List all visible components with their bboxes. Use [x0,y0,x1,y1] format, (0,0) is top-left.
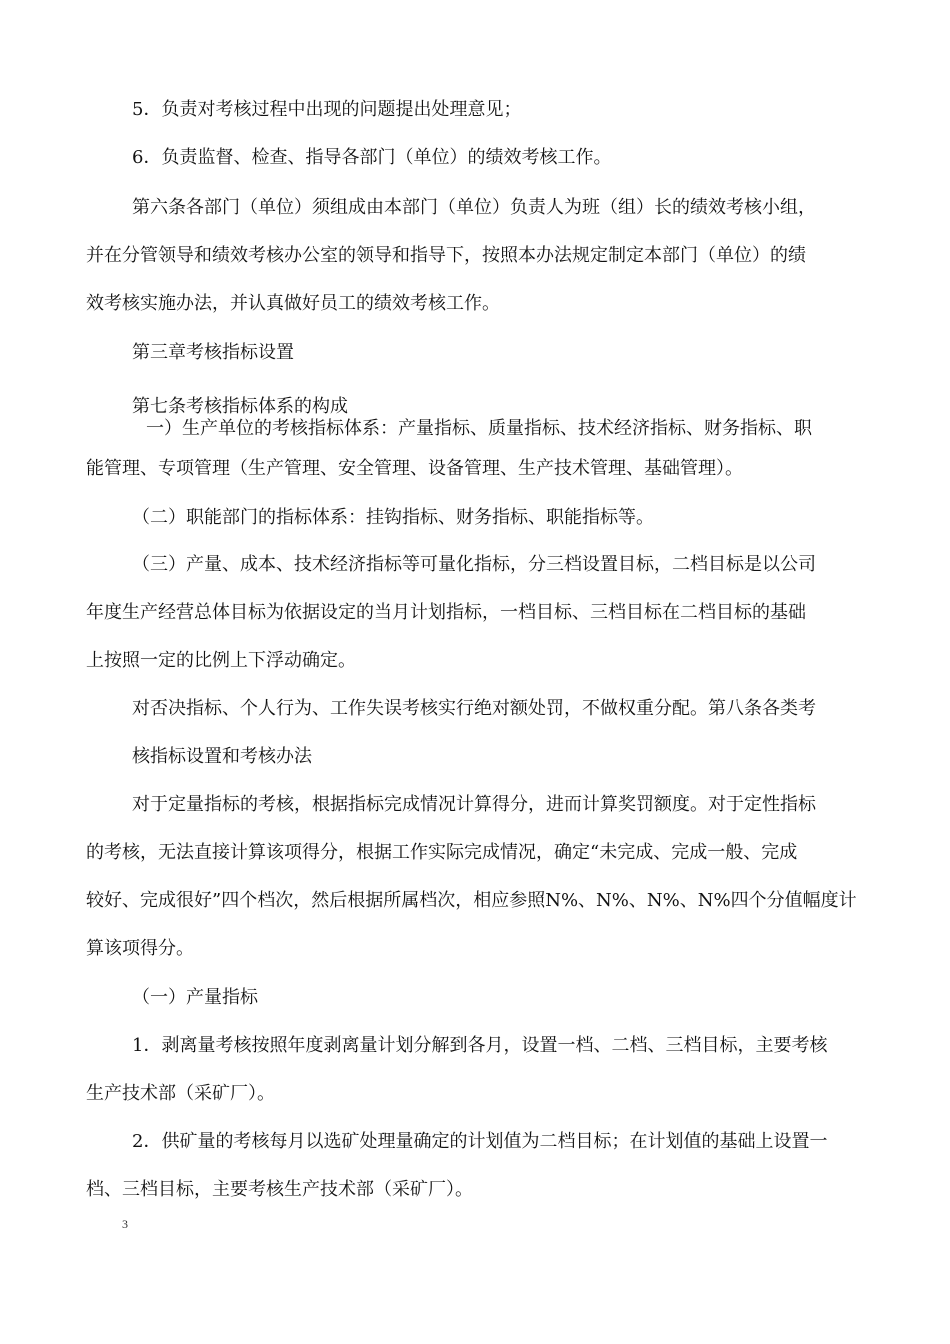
paragraph-line: 对否决指标、个人行为、工作失误考核实行绝对额处罚，不做权重分配。第八条各类考 [132,698,816,719]
paragraph-line: 算该项得分。 [86,938,194,959]
paragraph-line: 上按照一定的比例上下浮动确定。 [86,650,356,671]
article-heading: 第七条考核指标体系的构成 [132,396,348,417]
paragraph-line: 5．负责对考核过程中出现的问题提出处理意见； [132,99,522,120]
paragraph-line: 能管理、专项管理（生产管理、安全管理、设备管理、生产技术管理、基础管理）。 [86,458,743,479]
paragraph-line: 档、三档目标，主要考核生产技术部（采矿厂）。 [86,1179,473,1200]
paragraph-line: 对于定量指标的考核，根据指标完成情况计算得分，进而计算奖罚额度。对于定性指标 [132,794,816,815]
paragraph-line: 一）生产单位的考核指标体系：产量指标、质量指标、技术经济指标、财务指标、职 [146,418,812,439]
paragraph-line: 1．剥离量考核按照年度剥离量计划分解到各月，设置一档、二档、三档目标，主要考核 [132,1035,828,1056]
subsection-heading: （一）产量指标 [132,987,258,1008]
paragraph-line: 年度生产经营总体目标为依据设定的当月计划指标，一档目标、三档目标在二档目标的基础 [86,602,806,623]
paragraph-line: 第六条各部门（单位）须组成由本部门（单位）负责人为班（组）长的绩效考核小组， [132,197,816,218]
paragraph-line: 的考核，无法直接计算该项得分，根据工作实际完成情况，确定“未完成、完成一般、完成 [86,842,798,863]
paragraph-line: 6．负责监督、检查、指导各部门（单位）的绩效考核工作。 [132,147,612,168]
paragraph-line: 效考核实施办法，并认真做好员工的绩效考核工作。 [86,293,500,314]
paragraph-line: （二）职能部门的指标体系：挂钩指标、财务指标、职能指标等。 [132,507,654,528]
paragraph-line: 较好、完成很好”四个档次，然后根据所属档次，相应参照N%、N%、N%、N%四个分值幅度计 [86,890,857,911]
paragraph-line: 核指标设置和考核办法 [132,746,312,767]
page-number: 3 [122,1217,128,1231]
paragraph-line: 生产技术部（采矿厂）。 [86,1083,275,1104]
paragraph-line: （三）产量、成本、技术经济指标等可量化指标，分三档设置目标，二档目标是以公司 [132,554,816,575]
section-heading: 第三章考核指标设置 [132,342,294,363]
paragraph-line: 2．供矿量的考核每月以选矿处理量确定的计划值为二档目标；在计划值的基础上设置一 [132,1131,828,1152]
paragraph-line: 并在分管领导和绩效考核办公室的领导和指导下，按照本办法规定制定本部门（单位）的绩 [86,245,806,266]
